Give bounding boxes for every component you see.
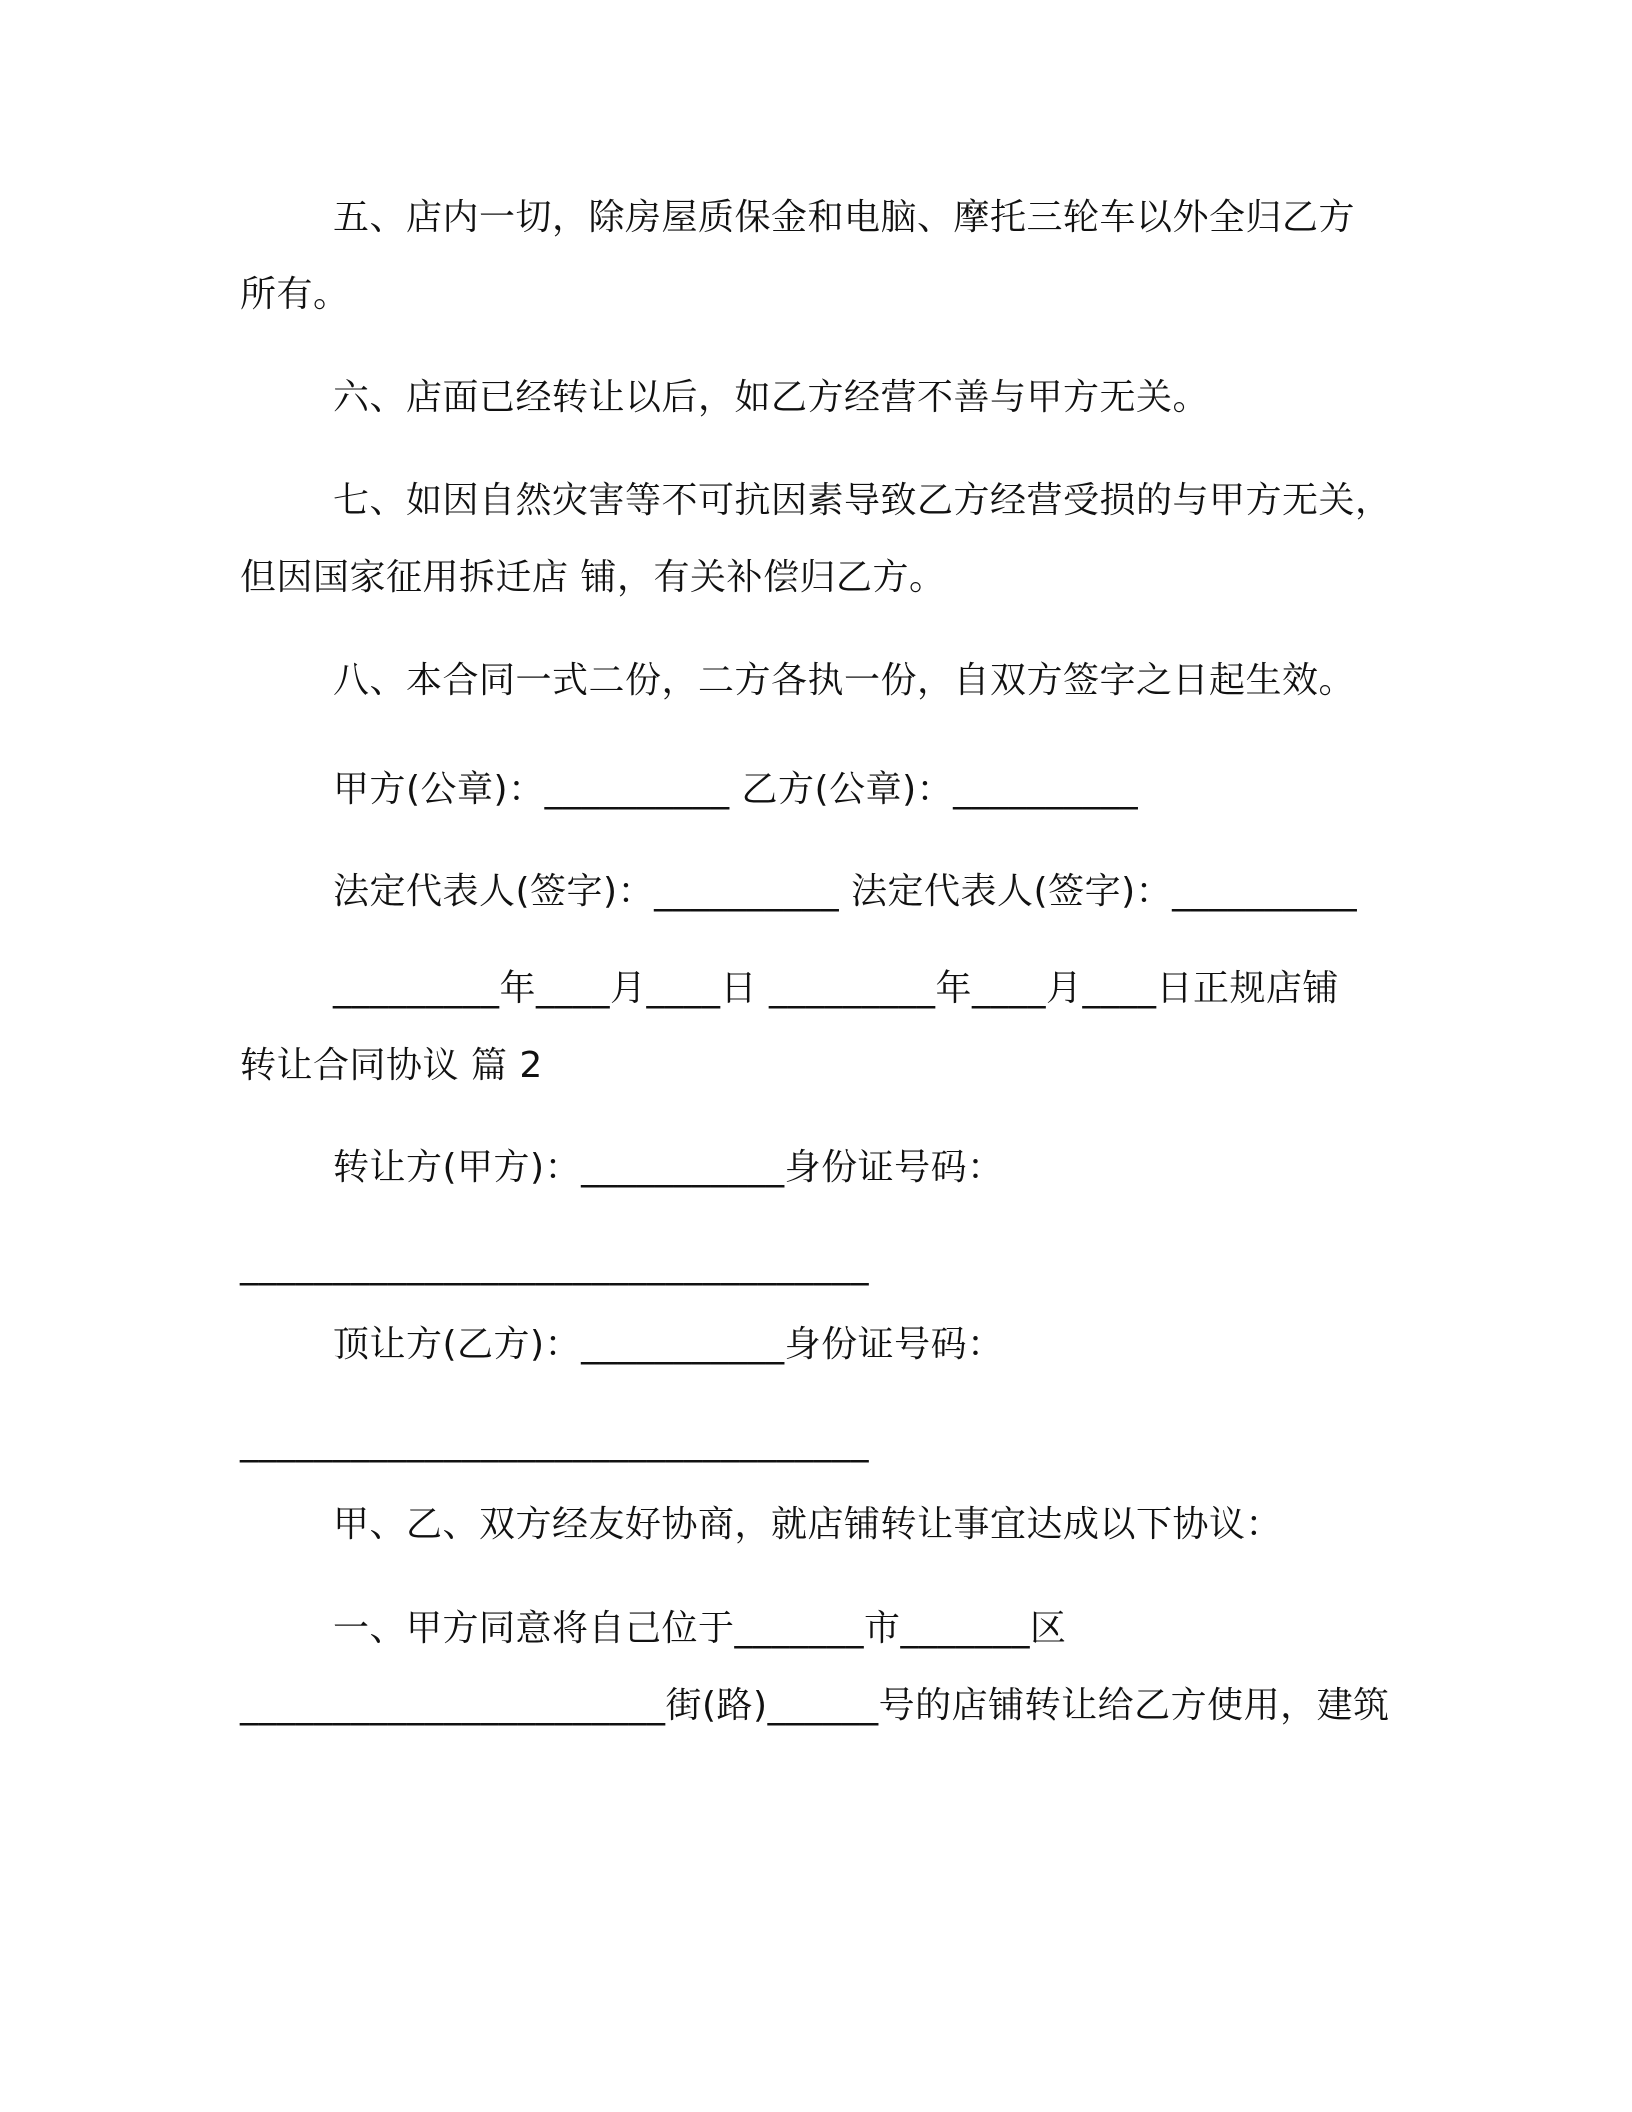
legal-rep-signature-line: 法定代表人(签字)：__________ 法定代表人(签字)：__________ [333, 871, 1358, 912]
transferor-id-blank: __________________________________ [240, 1245, 869, 1286]
clause-7-line-1: 七、如因自然灾害等不可抗因素导致乙方经营受损的与甲方无关， [333, 480, 1392, 521]
party-seal-line: 甲方(公章)：__________ 乙方(公章)：__________ [333, 769, 1139, 810]
transferee-line: 顶让方(乙方)：___________身份证号码： [333, 1324, 1004, 1365]
transferee-id-blank: __________________________________ [240, 1422, 869, 1463]
clause-1-line-2: _______________________街(路)______号的店铺转让给乙方使用，建筑 [240, 1685, 1390, 1726]
section-title: 转让合同协议 篇 2 [240, 1045, 543, 1086]
clause-7-line-2: 但因国家征用拆迁店 铺，有关补偿归乙方。 [240, 557, 946, 598]
clause-8: 八、本合同一式二份，二方各执一份，自双方签字之日起生效。 [333, 660, 1356, 701]
transferor-line: 转让方(甲方)：___________身份证号码： [333, 1147, 1004, 1188]
clause-5-line-1: 五、店内一切，除房屋质保金和电脑、摩托三轮车以外全归乙方 [333, 197, 1356, 238]
clause-5-line-2: 所有。 [240, 274, 350, 315]
clause-6: 六、店面已经转让以后，如乙方经营不善与甲方无关。 [333, 377, 1210, 418]
clause-1-line-1: 一、甲方同意将自己位于_______市_______区 [333, 1608, 1067, 1649]
date-line: _________年____月____日 _________年____月____日正规店铺 [333, 968, 1339, 1009]
agreement-intro: 甲、乙、双方经友好协商，就店铺转让事宜达成以下协议： [333, 1504, 1283, 1545]
